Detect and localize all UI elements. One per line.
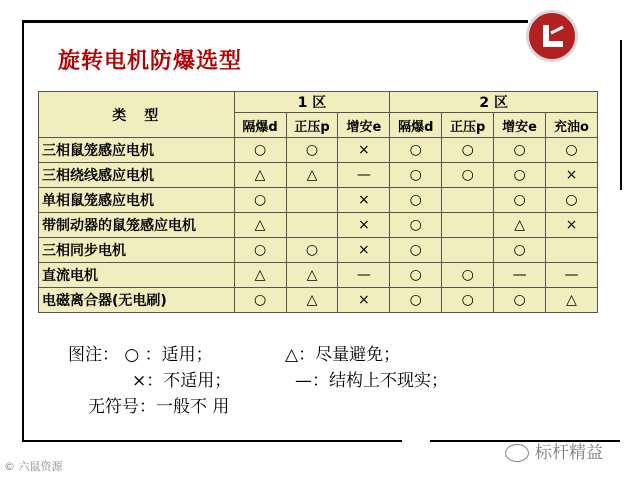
row-label: 直流电机 — [39, 263, 235, 288]
table-row — [39, 163, 598, 188]
frame-top-line — [22, 20, 528, 23]
symbol-cell: × — [546, 163, 598, 188]
symbol-cell: △ — [234, 263, 286, 288]
watermark-left: © 六鼠资源 — [4, 460, 63, 473]
symbol-cell: ○ — [442, 163, 494, 188]
subheader-cell: 正压p — [442, 113, 494, 138]
row-label: 三相鼠笼感应电机 — [39, 138, 235, 163]
symbol-cell: × — [338, 238, 390, 263]
legend-avoid: △：尽量避免； — [285, 345, 401, 365]
frame-left-line — [22, 20, 24, 440]
legend-no-symbol: 无符号：一般不 用 — [88, 397, 230, 417]
symbol-cell: ○ — [390, 188, 442, 213]
symbol-cell: ○ — [494, 238, 546, 263]
row-label: 单相鼠笼感应电机 — [39, 188, 235, 213]
symbol-cell: ○ — [442, 263, 494, 288]
symbol-cell: — — [338, 263, 390, 288]
symbol-cell — [286, 213, 338, 238]
symbol-cell: △ — [234, 163, 286, 188]
symbol-cell — [442, 188, 494, 213]
symbol-cell: × — [338, 213, 390, 238]
legend-applicable: 图注： ○ ：适用； — [68, 345, 213, 365]
symbol-cell: ○ — [234, 288, 286, 313]
symbol-cell: ○ — [286, 238, 338, 263]
symbol-cell: ○ — [546, 188, 598, 213]
row-label: 电磁离合器(无电刷) — [39, 288, 235, 313]
watermark-right-text: 标杆精益 — [535, 443, 603, 463]
symbol-cell: ○ — [494, 288, 546, 313]
symbol-cell: △ — [234, 213, 286, 238]
symbol-cell: △ — [494, 213, 546, 238]
subheader-cell: 充油o — [546, 113, 598, 138]
type-header: 类 型 — [39, 92, 235, 138]
table-row — [39, 238, 598, 263]
symbol-cell — [286, 188, 338, 213]
symbol-cell: × — [338, 288, 390, 313]
symbol-cell: — — [338, 163, 390, 188]
zone1-header: 1 区 — [234, 92, 390, 113]
row-label: 三相同步电机 — [39, 238, 235, 263]
symbol-cell: △ — [286, 288, 338, 313]
subheader-cell: 隔爆d — [234, 113, 286, 138]
symbol-cell — [442, 213, 494, 238]
symbol-cell: ○ — [546, 138, 598, 163]
symbol-cell: ○ — [390, 263, 442, 288]
table-row — [39, 288, 598, 313]
symbol-cell: △ — [286, 163, 338, 188]
symbol-cell: — — [494, 263, 546, 288]
legend-impractical: —：结构上不现实； — [295, 371, 448, 391]
symbol-cell: ○ — [390, 213, 442, 238]
symbol-cell: ○ — [390, 238, 442, 263]
symbol-cell — [442, 238, 494, 263]
page-title: 旋转电机防爆选型 — [58, 49, 243, 74]
symbol-cell: ○ — [234, 238, 286, 263]
table-row — [39, 138, 598, 163]
symbol-cell: ○ — [494, 188, 546, 213]
symbol-cell: ○ — [390, 288, 442, 313]
symbol-cell: × — [338, 138, 390, 163]
symbol-cell: ○ — [234, 188, 286, 213]
subheader-cell: 增安e — [338, 113, 390, 138]
symbol-cell: × — [338, 188, 390, 213]
symbol-cell: ○ — [390, 138, 442, 163]
symbol-cell: △ — [546, 288, 598, 313]
legend-not-applicable: ×：不适用； — [132, 371, 232, 391]
wechat-icon — [505, 444, 529, 462]
symbol-cell: — — [546, 263, 598, 288]
symbol-cell: ○ — [442, 288, 494, 313]
symbol-cell: △ — [286, 263, 338, 288]
subheader-cell: 增安e — [494, 113, 546, 138]
symbol-cell: ○ — [442, 138, 494, 163]
subheader-cell: 正压p — [286, 113, 338, 138]
table-row — [39, 188, 598, 213]
symbol-cell: × — [546, 213, 598, 238]
symbol-cell: ○ — [494, 138, 546, 163]
row-label: 三相绕线感应电机 — [39, 163, 235, 188]
row-label: 带制动器的鼠笼感应电机 — [39, 213, 235, 238]
symbol-cell: ○ — [390, 163, 442, 188]
subheader-cell: 隔爆d — [390, 113, 442, 138]
symbol-cell: ○ — [234, 138, 286, 163]
symbol-cell: ○ — [286, 138, 338, 163]
table-row — [39, 213, 598, 238]
table-row — [39, 263, 598, 288]
frame-bottom-line — [22, 440, 402, 442]
frame-right-line — [620, 40, 622, 190]
zone2-header: 2 区 — [390, 92, 598, 113]
logo-icon — [526, 10, 578, 62]
explosion-proof-table — [38, 91, 598, 313]
watermark-right — [505, 438, 603, 463]
symbol-cell: ○ — [494, 163, 546, 188]
symbol-cell — [546, 238, 598, 263]
